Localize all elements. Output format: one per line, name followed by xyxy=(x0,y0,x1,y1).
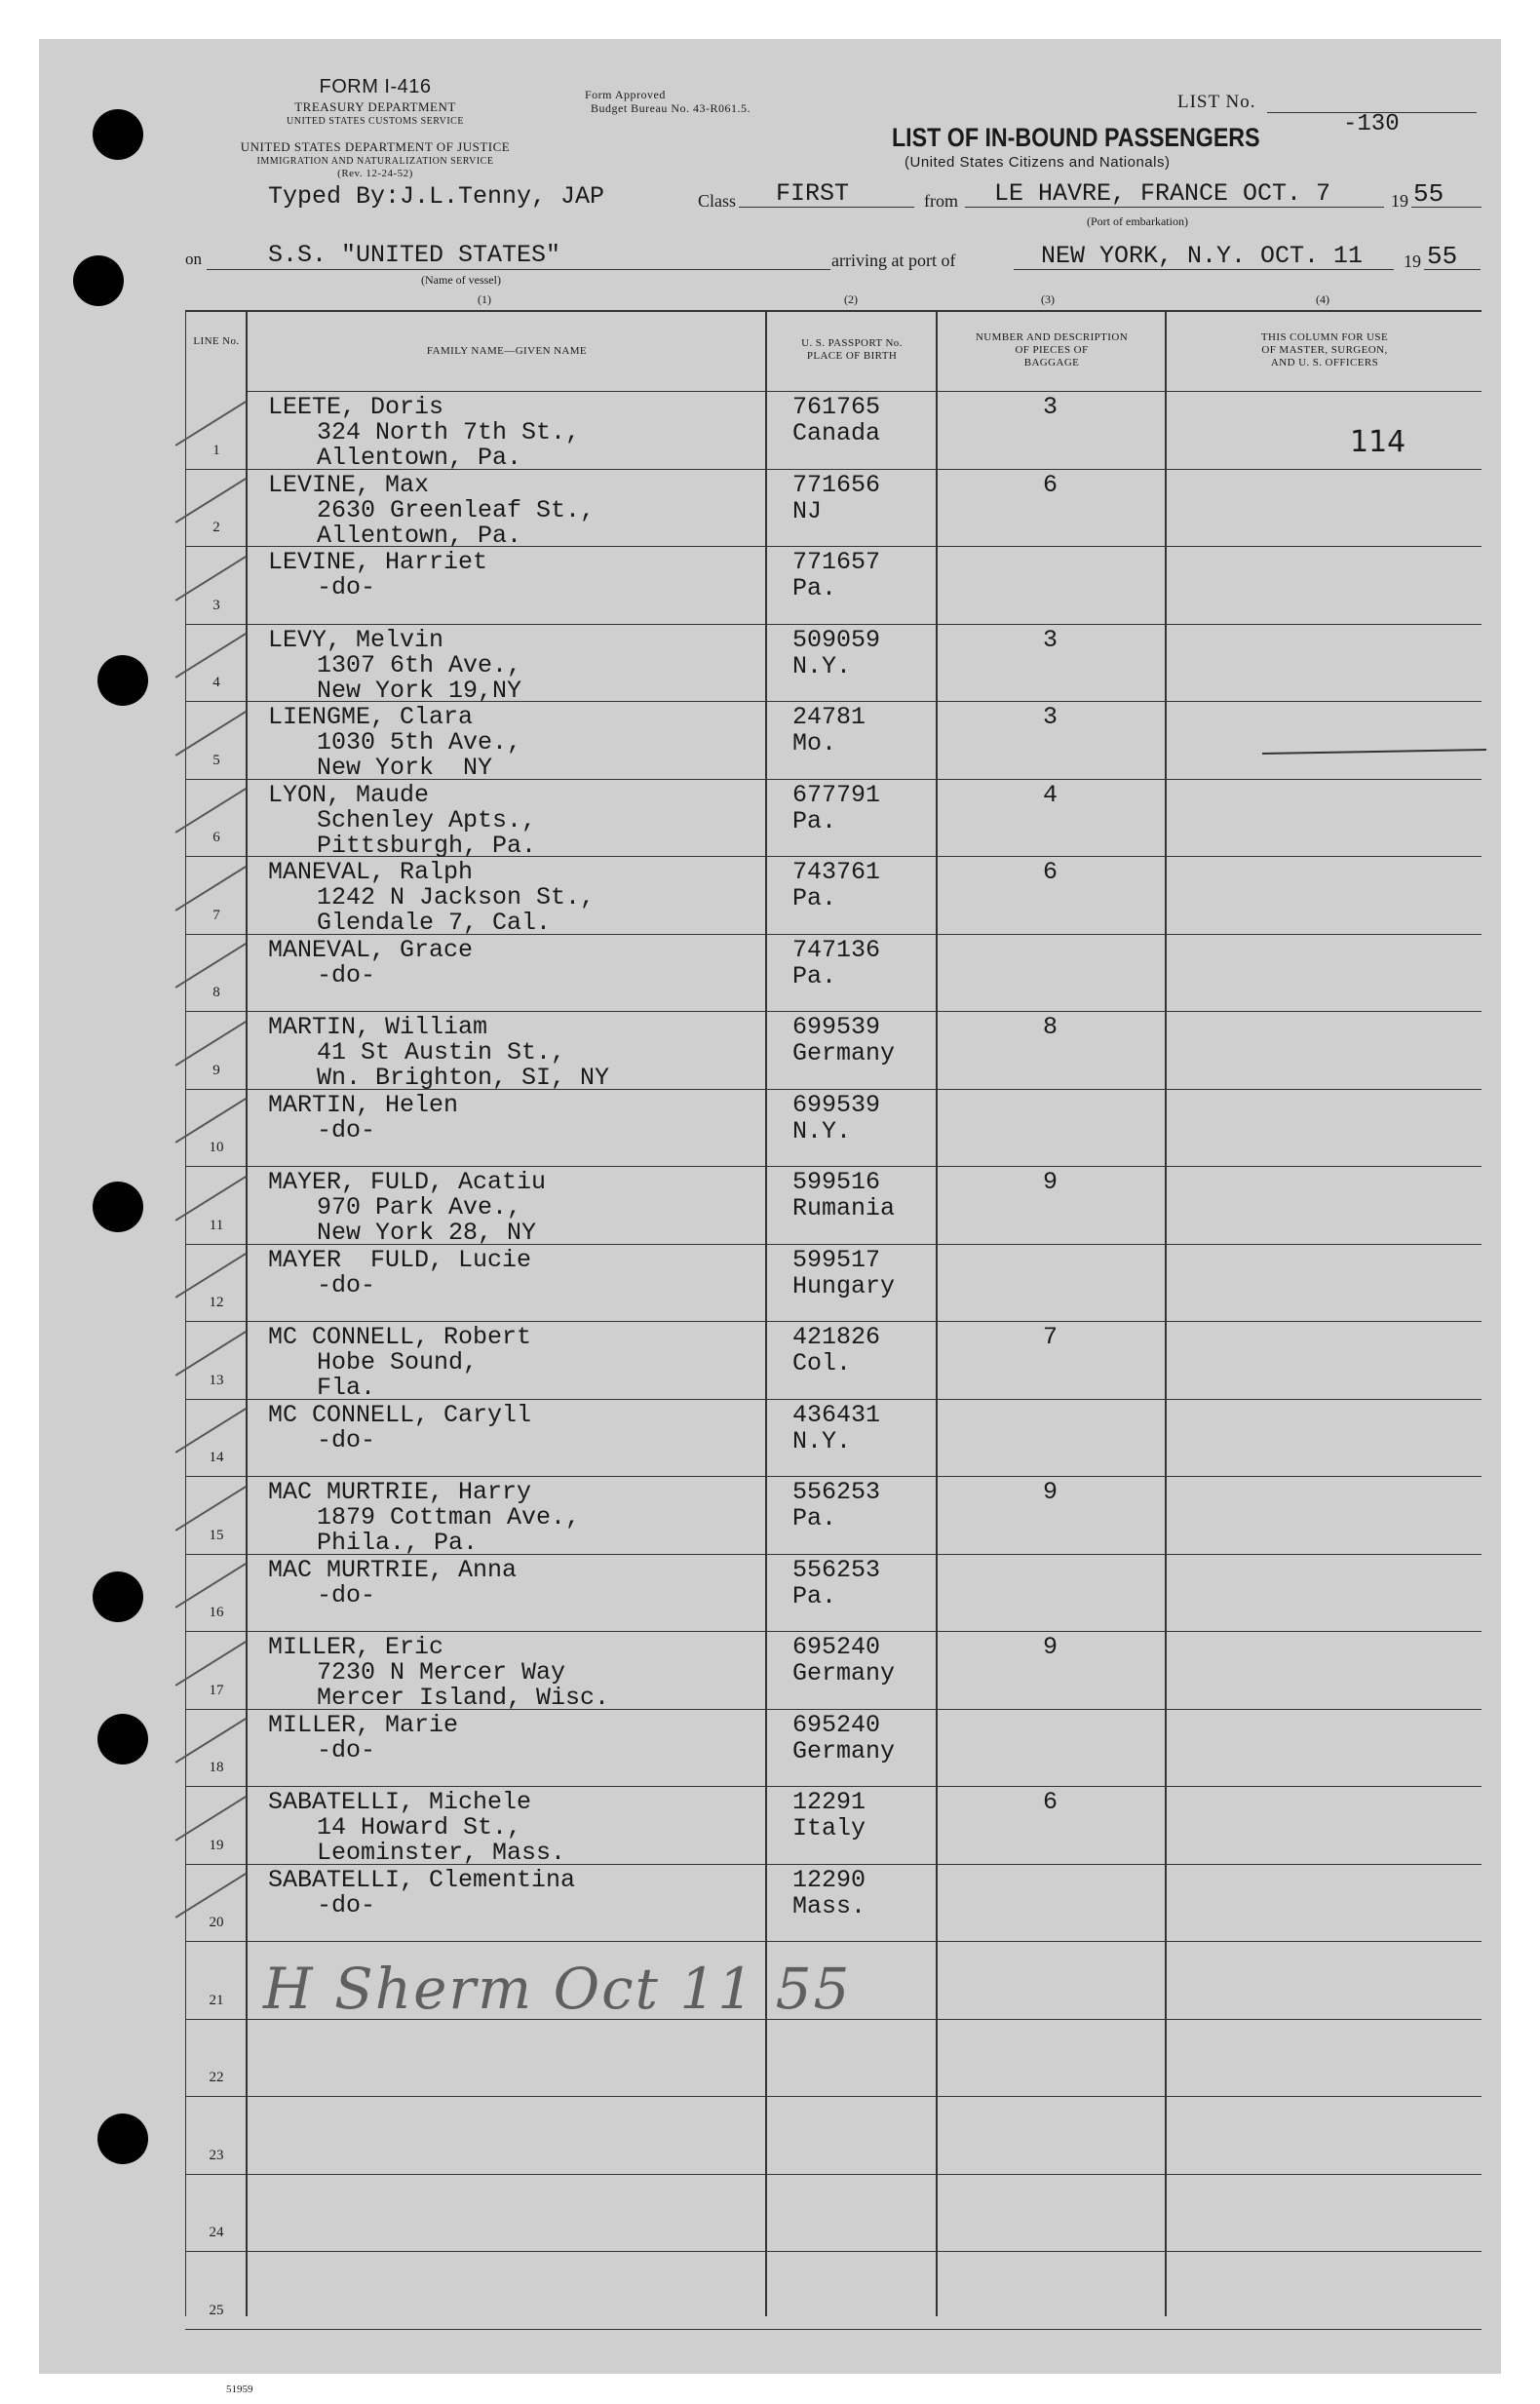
col-number-3: (3) xyxy=(1041,292,1055,306)
passenger-name: MANEVAL, Ralph xyxy=(268,858,474,886)
place-of-birth: N.Y. xyxy=(792,1116,852,1145)
place-of-birth: Pa. xyxy=(792,574,837,602)
baggage-count: 3 xyxy=(1043,625,1059,654)
check-mark xyxy=(175,1253,247,1298)
form-number: FORM I-416 xyxy=(319,76,432,97)
check-mark xyxy=(175,1331,247,1376)
passport-number: 695240 xyxy=(792,1633,881,1661)
passenger-name: MAC MURTRIE, Harry xyxy=(268,1478,532,1506)
passport-number: 747136 xyxy=(792,935,881,964)
line-number: 25 xyxy=(209,2302,224,2318)
table-row xyxy=(185,625,1482,703)
address-line-1: 324 North 7th St., xyxy=(317,418,581,446)
list-number: -130 xyxy=(1343,111,1400,137)
ins-service: IMMIGRATION AND NATURALIZATION SERVICE xyxy=(256,156,494,167)
line-number: 11 xyxy=(209,1217,224,1233)
year-prefix-1: 19 xyxy=(1391,191,1408,211)
passenger-name: MAYER, FULD, Acatiu xyxy=(268,1168,547,1196)
table-row xyxy=(185,2252,1482,2330)
line-number: 5 xyxy=(212,752,220,768)
passport-number: 599516 xyxy=(792,1168,881,1196)
address-line-1: Hobe Sound, xyxy=(317,1348,479,1376)
passenger-name: LEVINE, Max xyxy=(268,470,430,499)
passenger-name: MANEVAL, Grace xyxy=(268,935,474,964)
address-line-2: Pittsburgh, Pa. xyxy=(317,831,537,860)
line-number: 24 xyxy=(209,2225,224,2240)
from-value: LE HAVRE, FRANCE OCT. 7 xyxy=(994,179,1331,208)
place-of-birth: Pa. xyxy=(792,1581,837,1610)
from-label: from xyxy=(924,191,958,211)
check-mark xyxy=(175,1718,247,1763)
place-of-birth: Pa. xyxy=(792,961,837,990)
table-row xyxy=(185,1245,1482,1323)
baggage-count: 9 xyxy=(1043,1633,1059,1661)
check-mark xyxy=(175,1098,247,1143)
address-line-1: -do- xyxy=(317,1270,376,1299)
address-line-1: -do- xyxy=(317,573,376,601)
punch-hole xyxy=(73,255,124,306)
address-line-2: Leominster, Mass. xyxy=(317,1839,566,1867)
table-row xyxy=(185,1090,1482,1168)
passenger-name: MC CONNELL, Caryll xyxy=(268,1400,532,1429)
table-row xyxy=(185,857,1482,935)
baggage-count: 9 xyxy=(1043,1168,1059,1196)
col-number-1: (1) xyxy=(478,292,491,306)
passenger-name: SABATELLI, Clementina xyxy=(268,1865,576,1894)
treasury-dept: TREASURY DEPARTMENT xyxy=(294,99,456,114)
address-line-1: 14 Howard St., xyxy=(317,1813,522,1842)
class-value: FIRST xyxy=(776,179,850,208)
table-row xyxy=(185,2097,1482,2175)
col-header-officer xyxy=(1170,331,1480,369)
passport-number: 556253 xyxy=(792,1478,881,1506)
line-number: 18 xyxy=(209,1760,224,1775)
table-row xyxy=(185,1012,1482,1090)
check-mark xyxy=(175,1563,247,1608)
passport-number: 12290 xyxy=(792,1865,866,1894)
check-mark xyxy=(175,1641,247,1686)
address-line-1: Schenley Apts., xyxy=(317,805,537,834)
baggage-count: 4 xyxy=(1043,780,1059,809)
on-label: on xyxy=(185,250,202,268)
list-label: LIST No. xyxy=(1177,92,1256,112)
place-of-birth: Germany xyxy=(792,1659,896,1687)
table-row xyxy=(185,470,1482,548)
address-line-1: -do- xyxy=(317,1115,376,1144)
check-mark xyxy=(175,401,247,446)
line-number: 8 xyxy=(212,985,220,1000)
passport-number: 436431 xyxy=(792,1400,881,1429)
baggage-header-line1: NUMBER AND DESCRIPTION xyxy=(975,331,1129,343)
baggage-count: 3 xyxy=(1043,703,1059,731)
col-number-4: (4) xyxy=(1316,292,1329,306)
passenger-name: LYON, Maude xyxy=(268,780,430,809)
passport-header-line2: PLACE OF BIRTH xyxy=(806,350,898,362)
justice-dept: UNITED STATES DEPARTMENT OF JUSTICE xyxy=(240,139,511,154)
passport-number: 509059 xyxy=(792,625,881,654)
address-line-1: 970 Park Ave., xyxy=(317,1193,522,1221)
baggage-count: 6 xyxy=(1043,470,1059,499)
passport-number: 699539 xyxy=(792,1013,881,1041)
line-number: 22 xyxy=(209,2070,224,2085)
passport-number: 695240 xyxy=(792,1710,881,1739)
address-line-2: Fla. xyxy=(317,1374,376,1402)
officer-note: 114 xyxy=(1350,425,1406,459)
class-label: Class xyxy=(698,191,737,211)
typed-by: Typed By:J.L.Tenny, JAP xyxy=(268,182,605,211)
table-row xyxy=(185,2020,1482,2098)
place-of-birth: NJ xyxy=(792,496,823,525)
table-row xyxy=(185,392,1482,470)
address-line-2: Glendale 7, Cal. xyxy=(317,909,552,937)
address-line-1: -do- xyxy=(317,1580,376,1609)
table-row xyxy=(185,1710,1482,1788)
line-number: 2 xyxy=(212,520,220,535)
passenger-name: LIENGME, Clara xyxy=(268,703,474,731)
line-number: 6 xyxy=(212,830,220,845)
passport-number: 421826 xyxy=(792,1323,881,1351)
punch-hole xyxy=(93,109,143,160)
address-line-2: Wn. Brighton, SI, NY xyxy=(317,1064,610,1092)
address-line-2: Phila., Pa. xyxy=(317,1529,479,1557)
place-of-birth: Pa. xyxy=(792,884,837,912)
place-of-birth: Pa. xyxy=(792,1504,837,1532)
passport-number: 771656 xyxy=(792,470,881,499)
place-of-birth: Mo. xyxy=(792,729,837,757)
punch-hole xyxy=(97,1714,148,1764)
table-row xyxy=(185,1400,1482,1478)
line-number: 7 xyxy=(212,907,220,923)
line-number: 4 xyxy=(212,675,220,690)
check-mark xyxy=(175,633,247,678)
line-number: 14 xyxy=(209,1450,224,1465)
check-mark xyxy=(175,556,247,601)
baggage-count: 6 xyxy=(1043,1788,1059,1816)
line-number: 12 xyxy=(209,1295,224,1310)
passport-number: 699539 xyxy=(792,1090,881,1119)
address-line-1: -do- xyxy=(317,1425,376,1454)
col-header-line-no: LINE No. xyxy=(193,335,240,347)
line-number: 20 xyxy=(209,1915,224,1930)
passport-number: 12291 xyxy=(792,1788,866,1816)
passenger-name: MC CONNELL, Robert xyxy=(268,1323,532,1351)
baggage-count: 8 xyxy=(1043,1013,1059,1041)
line-number: 21 xyxy=(209,1992,224,2008)
address-line-2: New York 19,NY xyxy=(317,676,522,705)
place-of-birth: Germany xyxy=(792,1736,896,1765)
table-row xyxy=(185,2175,1482,2253)
baggage-count: 7 xyxy=(1043,1323,1059,1351)
passenger-name: LEVY, Melvin xyxy=(268,625,444,654)
form-subtitle: (United States Citizens and Nationals) xyxy=(905,154,1171,171)
passenger-name: MAC MURTRIE, Anna xyxy=(268,1555,518,1584)
punch-hole xyxy=(93,1571,143,1622)
passenger-name: LEVINE, Harriet xyxy=(268,548,488,576)
baggage-count: 3 xyxy=(1043,393,1059,421)
punch-hole xyxy=(97,2113,148,2164)
officer-header-line2: OF MASTER, SURGEON, xyxy=(1261,344,1388,356)
address-line-1: 1242 N Jackson St., xyxy=(317,883,596,911)
table-row xyxy=(185,547,1482,625)
place-of-birth: Canada xyxy=(792,419,881,447)
address-line-2: Allentown, Pa. xyxy=(317,521,522,550)
place-of-birth: Rumania xyxy=(792,1194,896,1222)
address-line-1: 1030 5th Ave., xyxy=(317,728,522,756)
col-header-passport xyxy=(770,337,934,363)
customs-service: UNITED STATES CUSTOMS SERVICE xyxy=(287,116,464,127)
arrival-value: NEW YORK, N.Y. OCT. 11 xyxy=(1041,242,1364,270)
line-number: 23 xyxy=(209,2147,224,2163)
year-value-1: 55 xyxy=(1413,179,1444,209)
check-mark xyxy=(175,478,247,523)
address-line-1: 1879 Cottman Ave., xyxy=(317,1503,581,1532)
passport-number: 761765 xyxy=(792,393,881,421)
place-of-birth: N.Y. xyxy=(792,1426,852,1455)
vessel-caption: (Name of vessel) xyxy=(421,273,501,287)
passenger-table xyxy=(185,310,1482,2316)
punch-hole xyxy=(97,655,148,706)
passport-number: 771657 xyxy=(792,548,881,576)
address-line-2: Mercer Island, Wisc. xyxy=(317,1684,610,1712)
form-title: LIST OF IN-BOUND PASSENGERS xyxy=(892,123,1260,152)
revision: (Rev. 12-24-52) xyxy=(337,168,413,179)
passenger-name: LEETE, Doris xyxy=(268,393,444,421)
passenger-name: MARTIN, William xyxy=(268,1013,488,1041)
passport-number: 556253 xyxy=(792,1555,881,1584)
address-line-2: Allentown, Pa. xyxy=(317,444,522,472)
table-row xyxy=(185,702,1482,780)
check-mark xyxy=(175,943,247,988)
table-row xyxy=(185,1167,1482,1245)
address-line-1: 41 St Austin St., xyxy=(317,1038,566,1066)
place-of-birth: Col. xyxy=(792,1349,852,1377)
line-number: 10 xyxy=(209,1140,224,1155)
table-row xyxy=(185,935,1482,1013)
table-row xyxy=(185,1555,1482,1633)
passport-number: 599517 xyxy=(792,1245,881,1274)
address-line-1: 7230 N Mercer Way xyxy=(317,1658,566,1687)
year-value-2: 55 xyxy=(1427,242,1458,271)
table-row xyxy=(185,1632,1482,1710)
check-mark xyxy=(175,1873,247,1918)
year-prefix-2: 19 xyxy=(1404,252,1421,271)
budget-bureau: Budget Bureau No. 43-R061.5. xyxy=(591,101,751,115)
line-number: 1 xyxy=(212,442,220,458)
col-header-baggage xyxy=(941,331,1163,369)
check-mark xyxy=(175,711,247,756)
address-line-1: -do- xyxy=(317,1890,376,1919)
check-mark xyxy=(175,866,247,911)
passenger-name: MILLER, Eric xyxy=(268,1633,444,1661)
baggage-count: 6 xyxy=(1043,858,1059,886)
address-line-1: 2630 Greenleaf St., xyxy=(317,495,596,524)
check-mark xyxy=(175,1408,247,1453)
place-of-birth: N.Y. xyxy=(792,651,852,680)
arriving-label: arriving at port of xyxy=(831,251,956,270)
line-number: 9 xyxy=(212,1062,220,1078)
place-of-birth: Pa. xyxy=(792,806,837,835)
table-row xyxy=(185,1322,1482,1400)
check-mark xyxy=(175,788,247,833)
place-of-birth: Italy xyxy=(792,1814,866,1842)
address-line-1: -do- xyxy=(317,960,376,989)
table-row xyxy=(185,1865,1482,1943)
check-mark xyxy=(175,1176,247,1221)
table-row xyxy=(185,780,1482,858)
line-number: 19 xyxy=(209,1837,224,1853)
line-number: 17 xyxy=(209,1682,224,1698)
table-row xyxy=(185,1787,1482,1865)
form-approved: Form Approved xyxy=(585,88,666,101)
place-of-birth: Germany xyxy=(792,1039,896,1067)
form-code: 51959 xyxy=(226,2384,253,2395)
address-line-1: -do- xyxy=(317,1735,376,1764)
line-number: 16 xyxy=(209,1605,224,1620)
line-number: 13 xyxy=(209,1372,224,1388)
passport-number: 677791 xyxy=(792,780,881,809)
passport-number: 743761 xyxy=(792,858,881,886)
check-mark xyxy=(175,1021,247,1066)
baggage-header-line3: BAGGAGE xyxy=(1023,357,1080,368)
line-number: 15 xyxy=(209,1527,224,1543)
baggage-count: 9 xyxy=(1043,1478,1059,1506)
check-mark xyxy=(175,1486,247,1531)
passport-header-line1: U. S. PASSPORT No. xyxy=(801,337,903,349)
address-line-1: 1307 6th Ave., xyxy=(317,650,522,679)
officer-header-line1: THIS COLUMN FOR USE xyxy=(1260,331,1389,343)
vessel-name: S.S. "UNITED STATES" xyxy=(268,241,561,269)
col-number-2: (2) xyxy=(844,292,858,306)
place-of-birth: Hungary xyxy=(792,1271,896,1300)
passenger-name: MILLER, Marie xyxy=(268,1710,459,1739)
table-row xyxy=(185,1477,1482,1555)
handwritten-signature: H Sherm Oct 11 55 xyxy=(263,1956,852,2022)
passenger-name: MAYER FULD, Lucie xyxy=(268,1245,532,1274)
punch-hole xyxy=(93,1182,143,1232)
passport-number: 24781 xyxy=(792,703,866,731)
check-mark xyxy=(175,1796,247,1841)
address-line-2: New York NY xyxy=(317,754,493,782)
officer-header-line3: AND U. S. OFFICERS xyxy=(1270,357,1379,368)
passenger-name: MARTIN, Helen xyxy=(268,1090,459,1119)
line-number: 3 xyxy=(212,597,220,613)
passenger-name: SABATELLI, Michele xyxy=(268,1788,532,1816)
baggage-header-line2: OF PIECES OF xyxy=(1015,344,1089,356)
col-header-name: FAMILY NAME—GIVEN NAME xyxy=(426,345,588,357)
embark-caption: (Port of embarkation) xyxy=(1087,214,1188,228)
place-of-birth: Mass. xyxy=(792,1891,866,1920)
address-line-2: New York 28, NY xyxy=(317,1219,537,1247)
